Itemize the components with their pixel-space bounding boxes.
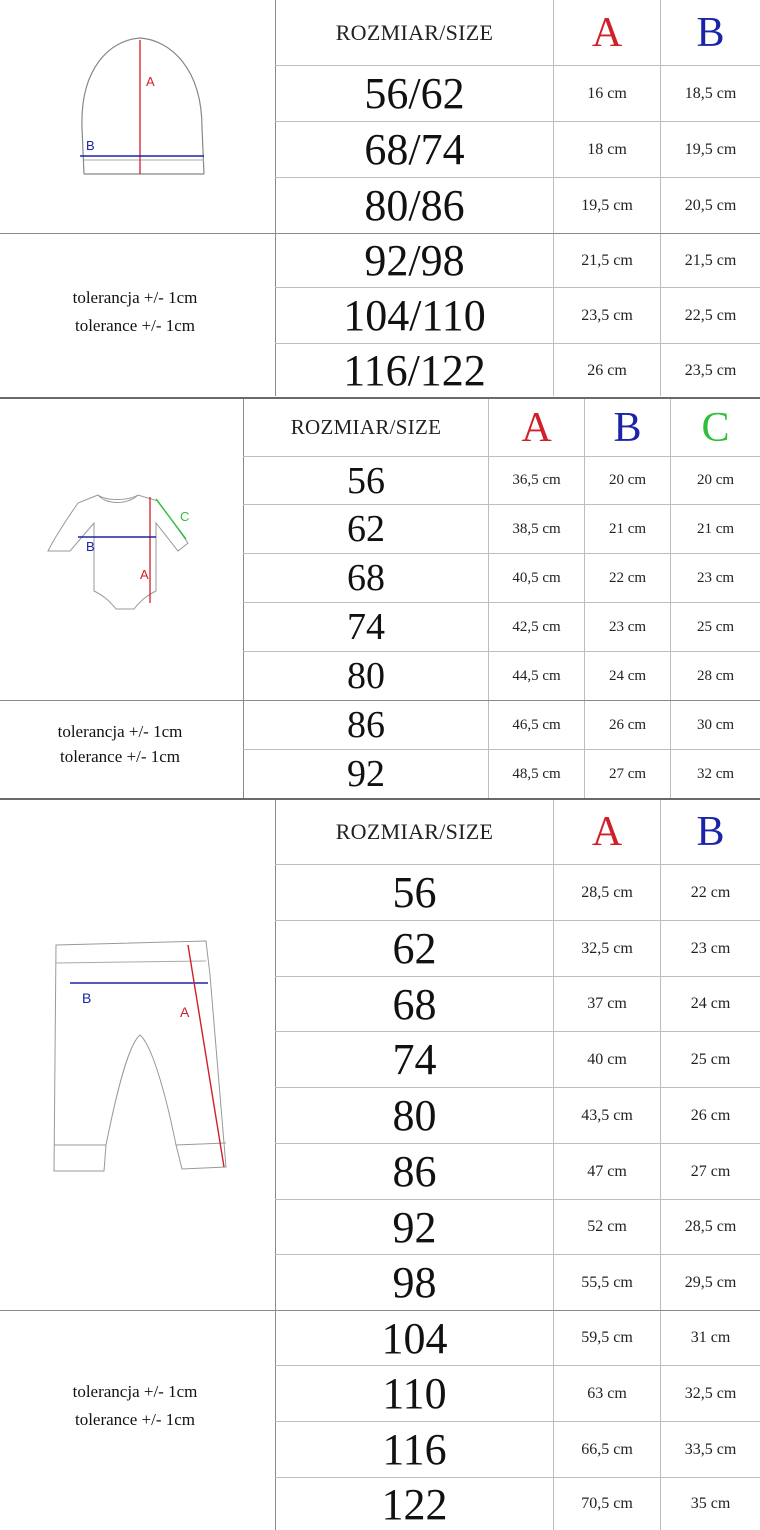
a-cell: 40 cm (587, 1050, 627, 1068)
c-cell: 21 cm (696, 520, 735, 537)
b-cell: 22 cm (690, 883, 731, 901)
size-cell: 62 (347, 508, 385, 550)
tolerance-pl: tolerancja +/- 1cm (57, 722, 183, 741)
a-cell: 40,5 cm (512, 569, 561, 586)
hat-size-table (0, 0, 760, 398)
c-cell: 25 cm (696, 618, 735, 635)
header-a: A (521, 404, 552, 451)
a-cell: 18 cm (587, 140, 627, 158)
a-cell: 16 cm (587, 84, 627, 102)
a-cell: 26 cm (587, 361, 627, 379)
b-cell: 22,5 cm (684, 306, 737, 324)
c-cell: 32 cm (696, 765, 735, 782)
a-cell: 21,5 cm (581, 251, 633, 269)
b-cell: 31 cm (690, 1329, 731, 1346)
size-cell: 104/110 (343, 291, 486, 340)
a-cell: 37 cm (587, 995, 627, 1012)
c-cell: 28 cm (696, 667, 735, 684)
tolerance-en: tolerance +/- 1cm (74, 1410, 196, 1429)
size-cell: 92 (347, 753, 385, 795)
b-cell: 33,5 cm (684, 1440, 737, 1458)
a-cell: 55,5 cm (581, 1273, 633, 1291)
b-cell: 23 cm (608, 618, 647, 635)
size-cell: 74 (347, 606, 385, 648)
a-cell: 66,5 cm (581, 1440, 633, 1458)
size-cell: 68 (392, 979, 437, 1029)
pants-size-table (0, 800, 760, 1530)
size-cell: 122 (381, 1479, 448, 1529)
size-cell: 92/98 (364, 236, 465, 285)
a-cell: 70,5 cm (581, 1495, 633, 1512)
b-cell: 22 cm (608, 569, 647, 586)
size-cell: 56/62 (364, 69, 465, 118)
size-cell: 86 (347, 704, 385, 746)
svg-text:A: A (140, 567, 149, 582)
a-cell: 47 cm (587, 1162, 627, 1180)
a-cell: 23,5 cm (581, 306, 633, 324)
tolerance-note (0, 284, 270, 340)
header-b: B (696, 809, 725, 855)
b-cell: 26 cm (690, 1106, 731, 1124)
a-cell: 42,5 cm (512, 618, 561, 635)
size-cell: 104 (381, 1313, 448, 1363)
b-cell: 28,5 cm (684, 1218, 737, 1235)
a-cell: 32,5 cm (581, 939, 633, 957)
a-cell: 59,5 cm (581, 1329, 633, 1346)
a-cell: 38,5 cm (512, 520, 561, 537)
size-cell: 74 (392, 1035, 437, 1084)
svg-text:A: A (146, 74, 155, 89)
a-cell: 48,5 cm (512, 765, 561, 782)
size-cell: 92 (392, 1202, 437, 1252)
svg-text:B: B (86, 539, 95, 554)
a-cell: 43,5 cm (581, 1106, 633, 1124)
b-cell: 20 cm (608, 472, 647, 488)
b-cell: 27 cm (690, 1162, 731, 1180)
size-cell: 80/86 (364, 181, 465, 230)
b-cell: 27 cm (608, 765, 647, 782)
pants-diagram-icon (40, 935, 240, 1175)
tolerance-note (0, 719, 240, 769)
c-cell: 20 cm (696, 472, 735, 488)
c-cell: 30 cm (696, 716, 735, 733)
header-b: B (613, 404, 642, 451)
b-cell: 25 cm (690, 1050, 731, 1068)
a-cell: 44,5 cm (512, 667, 561, 684)
header-size: ROZMIAR/SIZE (335, 819, 494, 844)
header-c: C (701, 404, 730, 451)
header-size: ROZMIAR/SIZE (335, 19, 494, 45)
tolerance-pl: tolerancja +/- 1cm (72, 288, 198, 307)
b-cell: 21,5 cm (684, 251, 737, 269)
b-cell: 19,5 cm (684, 140, 737, 158)
a-cell: 52 cm (587, 1218, 627, 1235)
svg-text:B: B (86, 138, 95, 153)
a-cell: 19,5 cm (581, 196, 633, 214)
size-cell: 110 (382, 1369, 447, 1418)
size-cell: 62 (392, 924, 437, 973)
b-cell: 32,5 cm (684, 1384, 737, 1402)
bodysuit-diagram-icon (38, 487, 198, 617)
b-cell: 21 cm (608, 520, 647, 537)
size-cell: 98 (392, 1258, 437, 1307)
header-a: A (591, 9, 623, 56)
b-cell: 24 cm (608, 667, 647, 684)
size-cell: 68 (347, 557, 385, 599)
c-cell: 23 cm (696, 569, 735, 586)
svg-text:A: A (180, 1004, 190, 1020)
tolerance-en: tolerance +/- 1cm (59, 747, 181, 766)
a-cell: 63 cm (587, 1384, 627, 1402)
b-cell: 23 cm (690, 939, 731, 957)
b-cell: 18,5 cm (684, 84, 737, 102)
b-cell: 23,5 cm (684, 361, 737, 379)
size-cell: 80 (347, 655, 385, 697)
tolerance-note (0, 1378, 270, 1434)
b-cell: 35 cm (690, 1495, 731, 1512)
tolerance-pl: tolerancja +/- 1cm (72, 1382, 198, 1401)
bodysuit-size-table (0, 399, 760, 798)
svg-text:B: B (82, 990, 92, 1006)
size-cell: 56 (347, 459, 385, 502)
tolerance-en: tolerance +/- 1cm (74, 316, 196, 335)
a-cell: 28,5 cm (581, 883, 633, 901)
svg-text:C: C (180, 509, 190, 524)
size-cell: 116/122 (343, 346, 486, 395)
a-cell: 36,5 cm (512, 472, 561, 488)
b-cell: 29,5 cm (684, 1273, 737, 1291)
header-b: B (696, 9, 725, 56)
b-cell: 26 cm (608, 716, 647, 733)
b-cell: 20,5 cm (684, 196, 737, 214)
size-cell: 86 (392, 1147, 437, 1196)
size-cell: 116 (382, 1425, 447, 1474)
size-cell: 68/74 (364, 125, 465, 174)
header-size: ROZMIAR/SIZE (290, 415, 442, 439)
hat-diagram-icon (70, 28, 220, 188)
b-cell: 24 cm (690, 995, 731, 1012)
size-cell: 80 (392, 1091, 437, 1140)
size-cell: 56 (392, 868, 437, 917)
header-a: A (591, 809, 623, 855)
a-cell: 46,5 cm (512, 716, 561, 733)
